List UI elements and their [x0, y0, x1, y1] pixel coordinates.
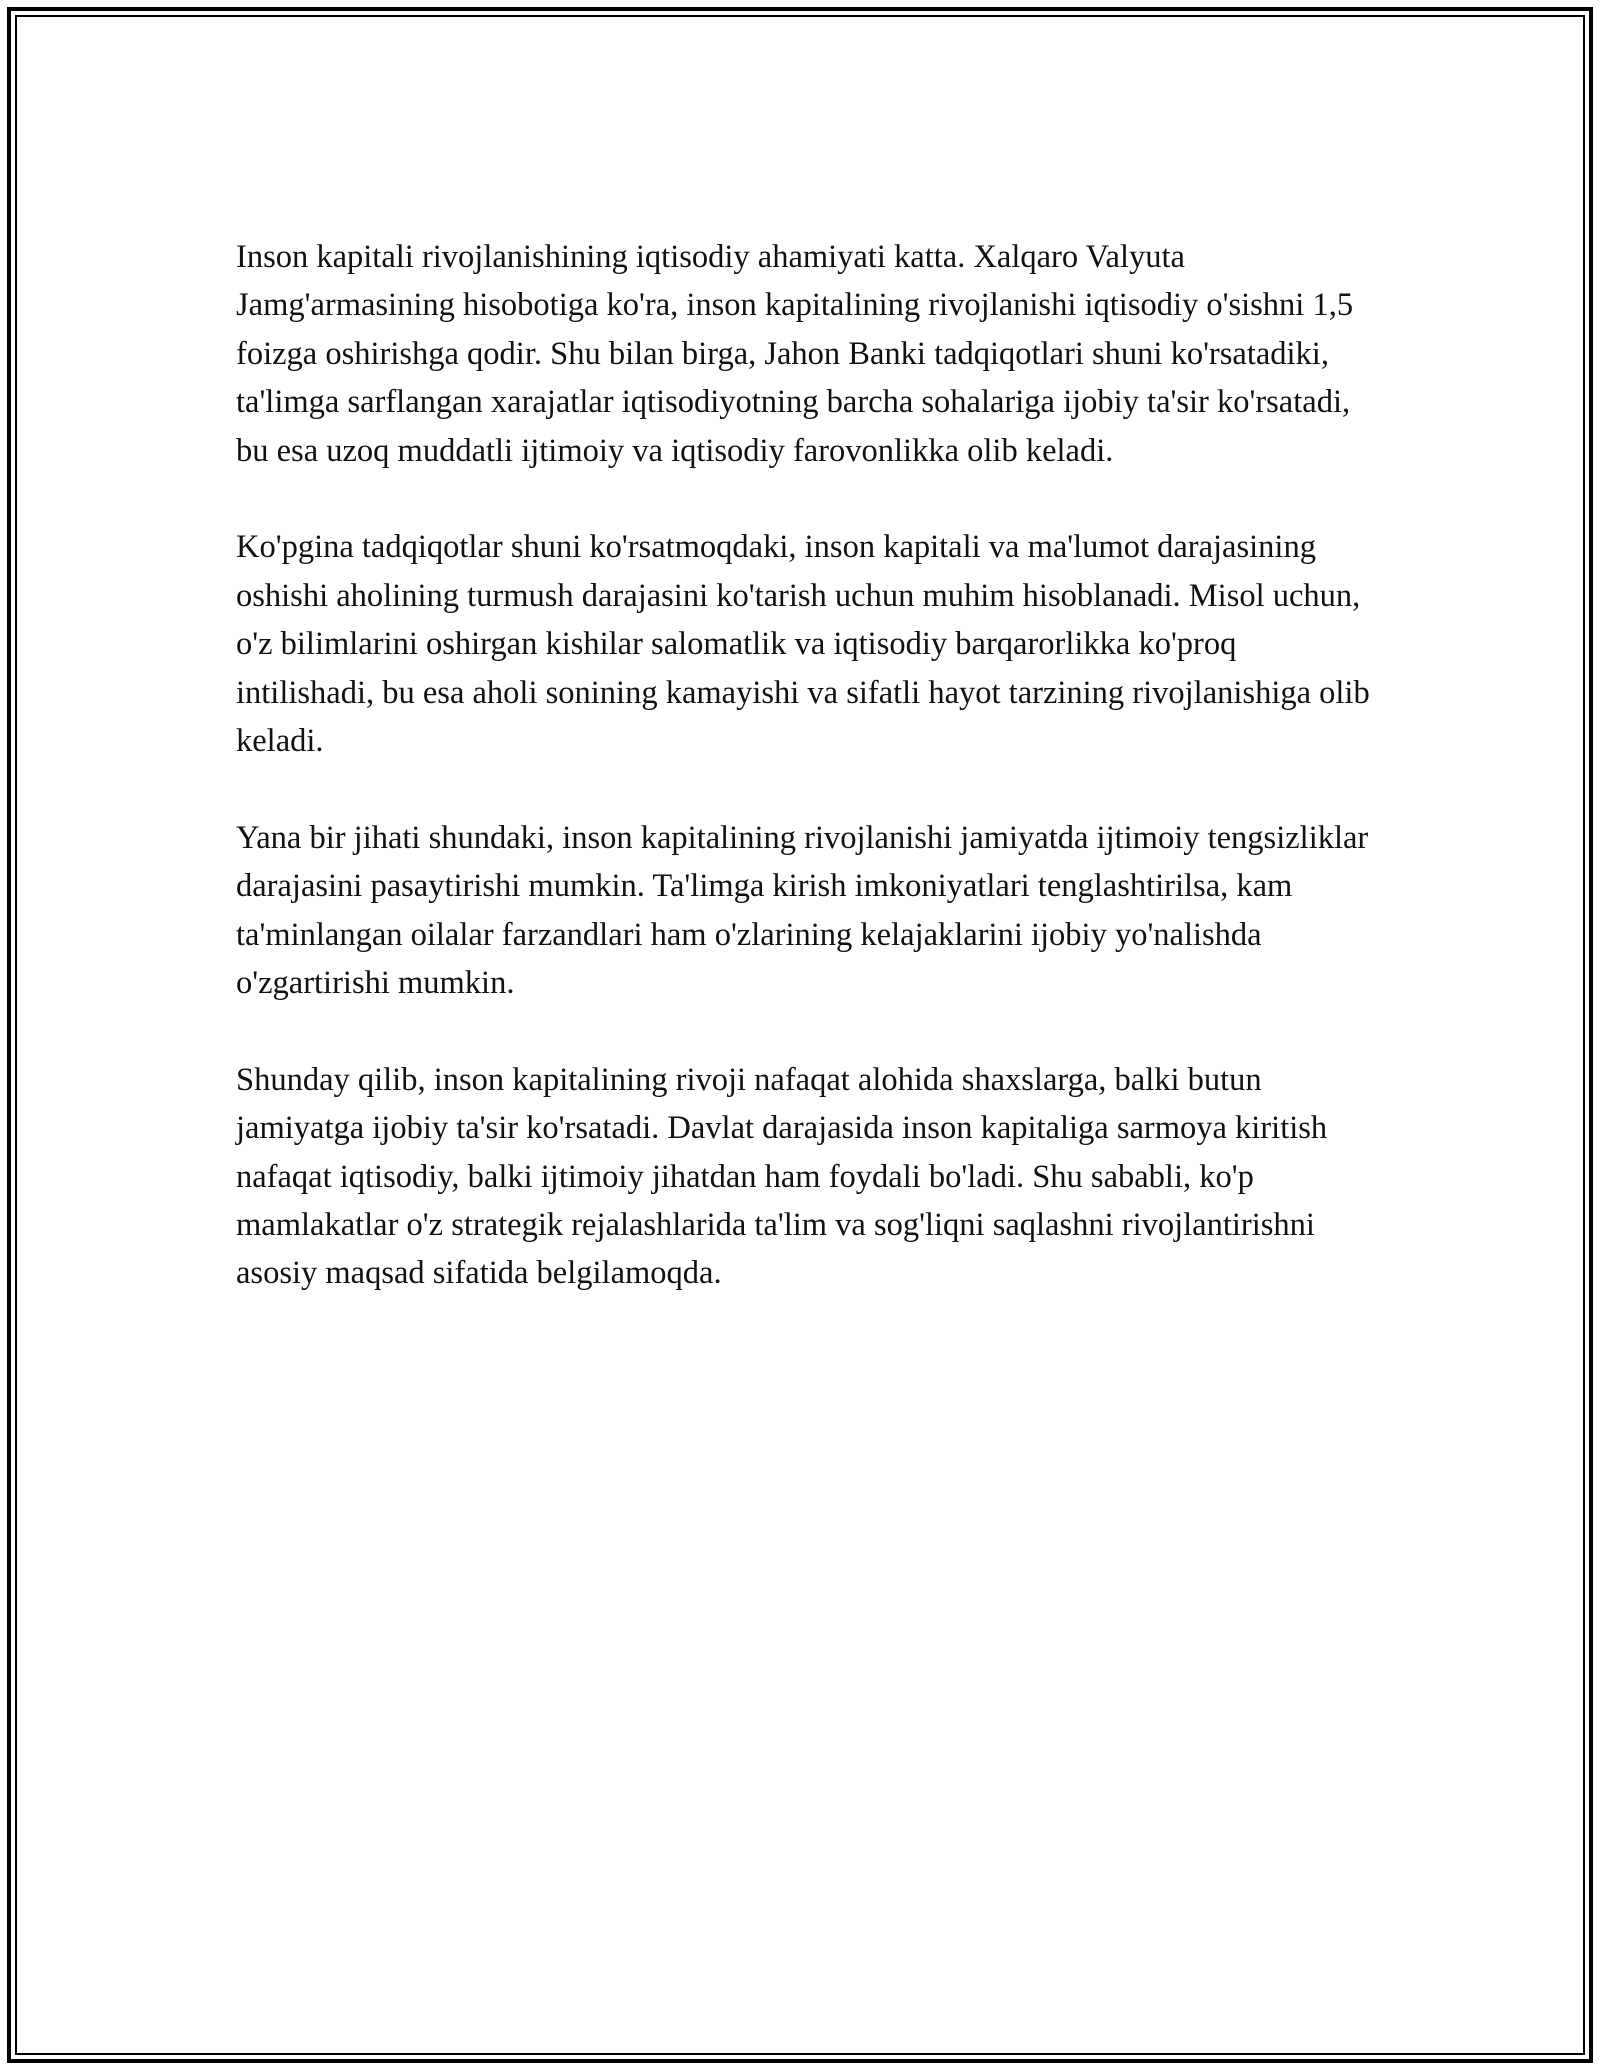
document-body — [236, 233, 1376, 1298]
paragraph-3: Yana bir jihati shundaki, inson kapitalining rivojlanishi jamiyatda ijtimoiy tengsizliklar darajasini pasaytirishi mumkin. Ta'limga kirish imkoniyatlari tenglashtirilsa, kam ta'minlangan oilalar farzandlari ham o'zlarining kelajaklarini ijobiy yo'nalishda o'zgartirishi mumkin. — [236, 819, 1369, 1002]
paragraph-2: Ko'pgina tadqiqotlar shuni ko'rsatmoqdaki, inson kapitali va ma'lumot darajasining oshishi aholining turmush darajasini ko'tarish uchun muhim hisoblanadi. Misol uchun, o'z bilimlarini oshirgan kishilar salomatlik va iqtisodiy barqarorlikka ko'proq intilishadi, bu esa aholi sonining kamayishi va sifatli hayot tarzining rivojlanishiga olib keladi. — [236, 529, 1370, 760]
paragraph-1: Inson kapitali rivojlanishining iqtisodiy ahamiyati katta. Xalqaro Valyuta Jamg'armasining hisobotiga ko'ra, inson kapitalining rivojlanishi iqtisodiy o'sishni 1,5 foizga oshirishga qodir. Shu bilan birga, Jahon Banki tadqiqotlari shuni ko'rsatadiki, ta'limga sarflangan xarajatlar iqtisodiyotning barcha sohalariga ijobiy ta'sir ko'rsatadi, bu esa uzoq muddatli ijtimoiy va iqtisodiy farovonlikka olib keladi. — [236, 239, 1354, 469]
paragraph-4: Shunday qilib, inson kapitalining rivoji nafaqat alohida shaxslarga, balki butun jamiyatga ijobiy ta'sir ko'rsatadi. Davlat darajasida inson kapitaliga sarmoya kiritish nafaqat iqtisodiy, balki ijtimoiy jihatdan ham foydali bo'ladi. Shu sababli, ko'p mamlakatlar o'z strategik rejalashlarida ta'lim va sog'liqni saqlashni rivojlantirishni asosiy maqsad sifatida belgilamoqda. — [236, 1061, 1328, 1292]
